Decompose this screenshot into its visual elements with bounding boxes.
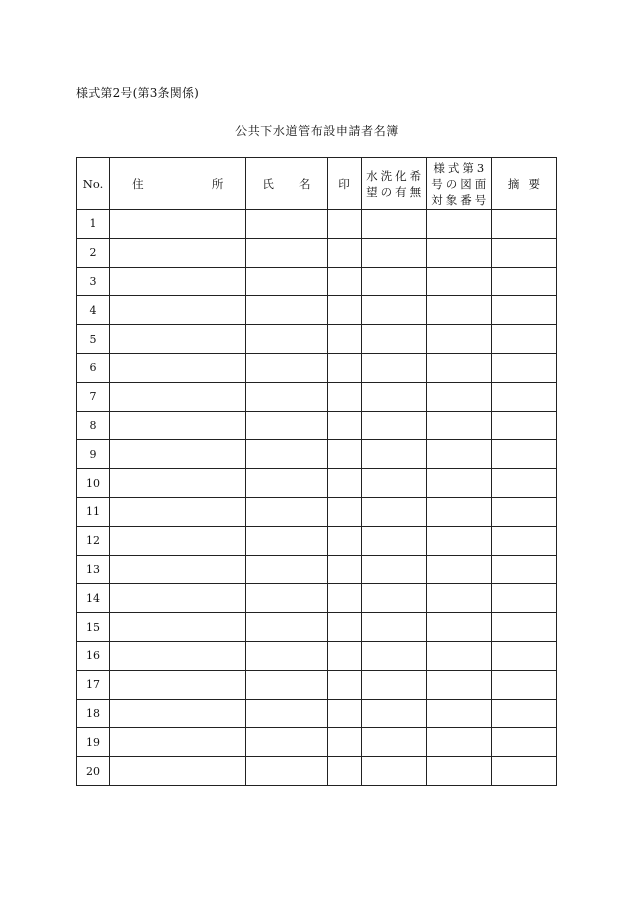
remarks-cell[interactable] xyxy=(491,440,556,469)
remarks-cell[interactable] xyxy=(491,526,556,555)
row-number: 19 xyxy=(77,728,110,757)
table-row xyxy=(77,238,557,267)
row-number: 16 xyxy=(77,641,110,670)
name-cell[interactable] xyxy=(246,238,327,267)
header-line: 水洗化希 xyxy=(366,168,425,183)
seal-cell[interactable] xyxy=(327,210,361,239)
flush-toilet-cell[interactable] xyxy=(361,497,426,526)
row-number: 17 xyxy=(77,670,110,699)
remarks-cell[interactable] xyxy=(491,353,556,382)
address-cell[interactable] xyxy=(110,526,246,555)
flush-toilet-cell[interactable] xyxy=(361,267,426,296)
address-cell[interactable] xyxy=(110,670,246,699)
address-cell[interactable] xyxy=(110,325,246,354)
flush-toilet-cell[interactable] xyxy=(361,353,426,382)
form-reference: 様式第2号(第3条関係) xyxy=(76,86,200,100)
flush-toilet-cell[interactable] xyxy=(361,728,426,757)
name-cell[interactable] xyxy=(246,699,327,728)
name-cell[interactable] xyxy=(246,613,327,642)
address-cell[interactable] xyxy=(110,411,246,440)
row-number: 13 xyxy=(77,555,110,584)
seal-cell[interactable] xyxy=(327,641,361,670)
flush-toilet-cell[interactable] xyxy=(361,584,426,613)
header-address-part: 所 xyxy=(211,176,224,191)
remarks-cell[interactable] xyxy=(491,238,556,267)
flush-toilet-cell[interactable] xyxy=(361,411,426,440)
figure-number-cell[interactable] xyxy=(426,757,491,786)
address-cell[interactable] xyxy=(110,699,246,728)
figure-number-cell[interactable] xyxy=(426,728,491,757)
flush-toilet-cell[interactable] xyxy=(361,325,426,354)
address-cell[interactable] xyxy=(110,469,246,498)
remarks-cell[interactable] xyxy=(491,613,556,642)
table-row xyxy=(77,670,557,699)
remarks-cell[interactable] xyxy=(491,267,556,296)
header-remarks xyxy=(491,158,556,210)
document-title: 公共下水道管布設申請者名簿 xyxy=(235,124,399,138)
address-cell[interactable] xyxy=(110,382,246,411)
table-row xyxy=(77,440,557,469)
remarks-cell[interactable] xyxy=(491,670,556,699)
header-line: 対象番号 xyxy=(431,192,490,207)
seal-cell[interactable] xyxy=(327,296,361,325)
name-cell[interactable] xyxy=(246,584,327,613)
name-cell[interactable] xyxy=(246,670,327,699)
figure-number-cell[interactable] xyxy=(426,325,491,354)
header-no: No. xyxy=(77,158,110,210)
figure-number-cell[interactable] xyxy=(426,267,491,296)
flush-toilet-cell[interactable] xyxy=(361,613,426,642)
row-number: 6 xyxy=(77,353,110,382)
remarks-cell[interactable] xyxy=(491,555,556,584)
row-number: 7 xyxy=(77,382,110,411)
row-number: 9 xyxy=(77,440,110,469)
remarks-cell[interactable] xyxy=(491,728,556,757)
remarks-cell[interactable] xyxy=(491,210,556,239)
remarks-cell[interactable] xyxy=(491,641,556,670)
table-row xyxy=(77,699,557,728)
figure-number-cell[interactable] xyxy=(426,296,491,325)
flush-toilet-cell[interactable] xyxy=(361,238,426,267)
name-cell[interactable] xyxy=(246,440,327,469)
header-flush-toilet-wish xyxy=(361,158,426,210)
header-name-part: 名 xyxy=(299,176,311,191)
figure-number-cell[interactable] xyxy=(426,555,491,584)
row-number: 20 xyxy=(77,757,110,786)
flush-toilet-cell[interactable] xyxy=(361,526,426,555)
name-cell[interactable] xyxy=(246,267,327,296)
flush-toilet-cell[interactable] xyxy=(361,382,426,411)
header-figure-target-number xyxy=(426,158,491,210)
flush-toilet-cell[interactable] xyxy=(361,469,426,498)
seal-cell[interactable] xyxy=(327,440,361,469)
figure-number-cell[interactable] xyxy=(426,497,491,526)
row-number: 4 xyxy=(77,296,110,325)
flush-toilet-cell[interactable] xyxy=(361,757,426,786)
table-row xyxy=(77,497,557,526)
figure-number-cell[interactable] xyxy=(426,670,491,699)
flush-toilet-cell[interactable] xyxy=(361,699,426,728)
address-cell[interactable] xyxy=(110,267,246,296)
table-row xyxy=(77,728,557,757)
table-row xyxy=(77,210,557,239)
table-row xyxy=(77,353,557,382)
address-cell[interactable] xyxy=(110,210,246,239)
address-cell[interactable] xyxy=(110,728,246,757)
table-header-row xyxy=(77,158,557,210)
seal-cell[interactable] xyxy=(327,382,361,411)
address-cell[interactable] xyxy=(110,497,246,526)
seal-cell[interactable] xyxy=(327,757,361,786)
header-line: 望の有無 xyxy=(366,184,425,199)
seal-cell[interactable] xyxy=(327,267,361,296)
header-remarks-part: 摘 xyxy=(507,176,520,191)
table-row xyxy=(77,267,557,296)
figure-number-cell[interactable] xyxy=(426,440,491,469)
flush-toilet-cell[interactable] xyxy=(361,440,426,469)
seal-cell[interactable] xyxy=(327,497,361,526)
seal-cell[interactable] xyxy=(327,469,361,498)
address-cell[interactable] xyxy=(110,555,246,584)
seal-cell[interactable] xyxy=(327,238,361,267)
name-cell[interactable] xyxy=(246,757,327,786)
row-number: 1 xyxy=(77,210,110,239)
address-cell[interactable] xyxy=(110,353,246,382)
seal-cell[interactable] xyxy=(327,325,361,354)
name-cell[interactable] xyxy=(246,469,327,498)
seal-cell[interactable] xyxy=(327,699,361,728)
table-row xyxy=(77,757,557,786)
name-cell[interactable] xyxy=(246,641,327,670)
table-row xyxy=(77,296,557,325)
name-cell[interactable] xyxy=(246,325,327,354)
address-cell[interactable] xyxy=(110,440,246,469)
name-cell[interactable] xyxy=(246,497,327,526)
seal-cell[interactable] xyxy=(327,353,361,382)
remarks-cell[interactable] xyxy=(491,469,556,498)
header-address-part: 住 xyxy=(132,176,144,191)
row-number: 12 xyxy=(77,526,110,555)
name-cell[interactable] xyxy=(246,555,327,584)
name-cell[interactable] xyxy=(246,210,327,239)
table-row xyxy=(77,641,557,670)
row-number: 2 xyxy=(77,238,110,267)
remarks-cell[interactable] xyxy=(491,296,556,325)
row-number: 10 xyxy=(77,469,110,498)
seal-cell[interactable] xyxy=(327,670,361,699)
flush-toilet-cell[interactable] xyxy=(361,641,426,670)
figure-number-cell[interactable] xyxy=(426,584,491,613)
figure-number-cell[interactable] xyxy=(426,699,491,728)
header-seal: 印 xyxy=(327,158,361,210)
remarks-cell[interactable] xyxy=(491,497,556,526)
row-number: 5 xyxy=(77,325,110,354)
figure-number-cell[interactable] xyxy=(426,353,491,382)
address-cell[interactable] xyxy=(110,584,246,613)
figure-number-cell[interactable] xyxy=(426,641,491,670)
remarks-cell[interactable] xyxy=(491,325,556,354)
table-row xyxy=(77,469,557,498)
remarks-cell[interactable] xyxy=(491,382,556,411)
header-remarks-part: 要 xyxy=(528,176,540,191)
remarks-cell[interactable] xyxy=(491,757,556,786)
row-number: 15 xyxy=(77,613,110,642)
name-cell[interactable] xyxy=(246,411,327,440)
header-name xyxy=(246,158,327,210)
name-cell[interactable] xyxy=(246,728,327,757)
seal-cell[interactable] xyxy=(327,411,361,440)
flush-toilet-cell[interactable] xyxy=(361,555,426,584)
row-number: 18 xyxy=(77,699,110,728)
table-row xyxy=(77,555,557,584)
table-row xyxy=(77,411,557,440)
remarks-cell[interactable] xyxy=(491,411,556,440)
remarks-cell[interactable] xyxy=(491,699,556,728)
figure-number-cell[interactable] xyxy=(426,411,491,440)
applicant-roster-table xyxy=(76,157,557,786)
seal-cell[interactable] xyxy=(327,584,361,613)
row-number: 14 xyxy=(77,584,110,613)
address-cell[interactable] xyxy=(110,613,246,642)
flush-toilet-cell[interactable] xyxy=(361,296,426,325)
address-cell[interactable] xyxy=(110,757,246,786)
table-row xyxy=(77,382,557,411)
figure-number-cell[interactable] xyxy=(426,613,491,642)
row-number: 8 xyxy=(77,411,110,440)
header-address xyxy=(110,158,246,210)
seal-cell[interactable] xyxy=(327,526,361,555)
table-row xyxy=(77,325,557,354)
seal-cell[interactable] xyxy=(327,728,361,757)
name-cell[interactable] xyxy=(246,382,327,411)
figure-number-cell[interactable] xyxy=(426,210,491,239)
table-row xyxy=(77,584,557,613)
flush-toilet-cell[interactable] xyxy=(361,670,426,699)
figure-number-cell[interactable] xyxy=(426,469,491,498)
address-cell[interactable] xyxy=(110,238,246,267)
row-number: 11 xyxy=(77,497,110,526)
name-cell[interactable] xyxy=(246,526,327,555)
remarks-cell[interactable] xyxy=(491,584,556,613)
header-line: 様式第3 xyxy=(433,160,488,175)
row-number: 3 xyxy=(77,267,110,296)
name-cell[interactable] xyxy=(246,296,327,325)
flush-toilet-cell[interactable] xyxy=(361,210,426,239)
table-row xyxy=(77,613,557,642)
seal-cell[interactable] xyxy=(327,555,361,584)
header-line: 号の図面 xyxy=(431,176,490,191)
table-row xyxy=(77,526,557,555)
figure-number-cell[interactable] xyxy=(426,238,491,267)
figure-number-cell[interactable] xyxy=(426,526,491,555)
header-name-part: 氏 xyxy=(262,176,274,191)
seal-cell[interactable] xyxy=(327,613,361,642)
name-cell[interactable] xyxy=(246,353,327,382)
figure-number-cell[interactable] xyxy=(426,382,491,411)
address-cell[interactable] xyxy=(110,641,246,670)
table-body xyxy=(77,210,557,786)
address-cell[interactable] xyxy=(110,296,246,325)
